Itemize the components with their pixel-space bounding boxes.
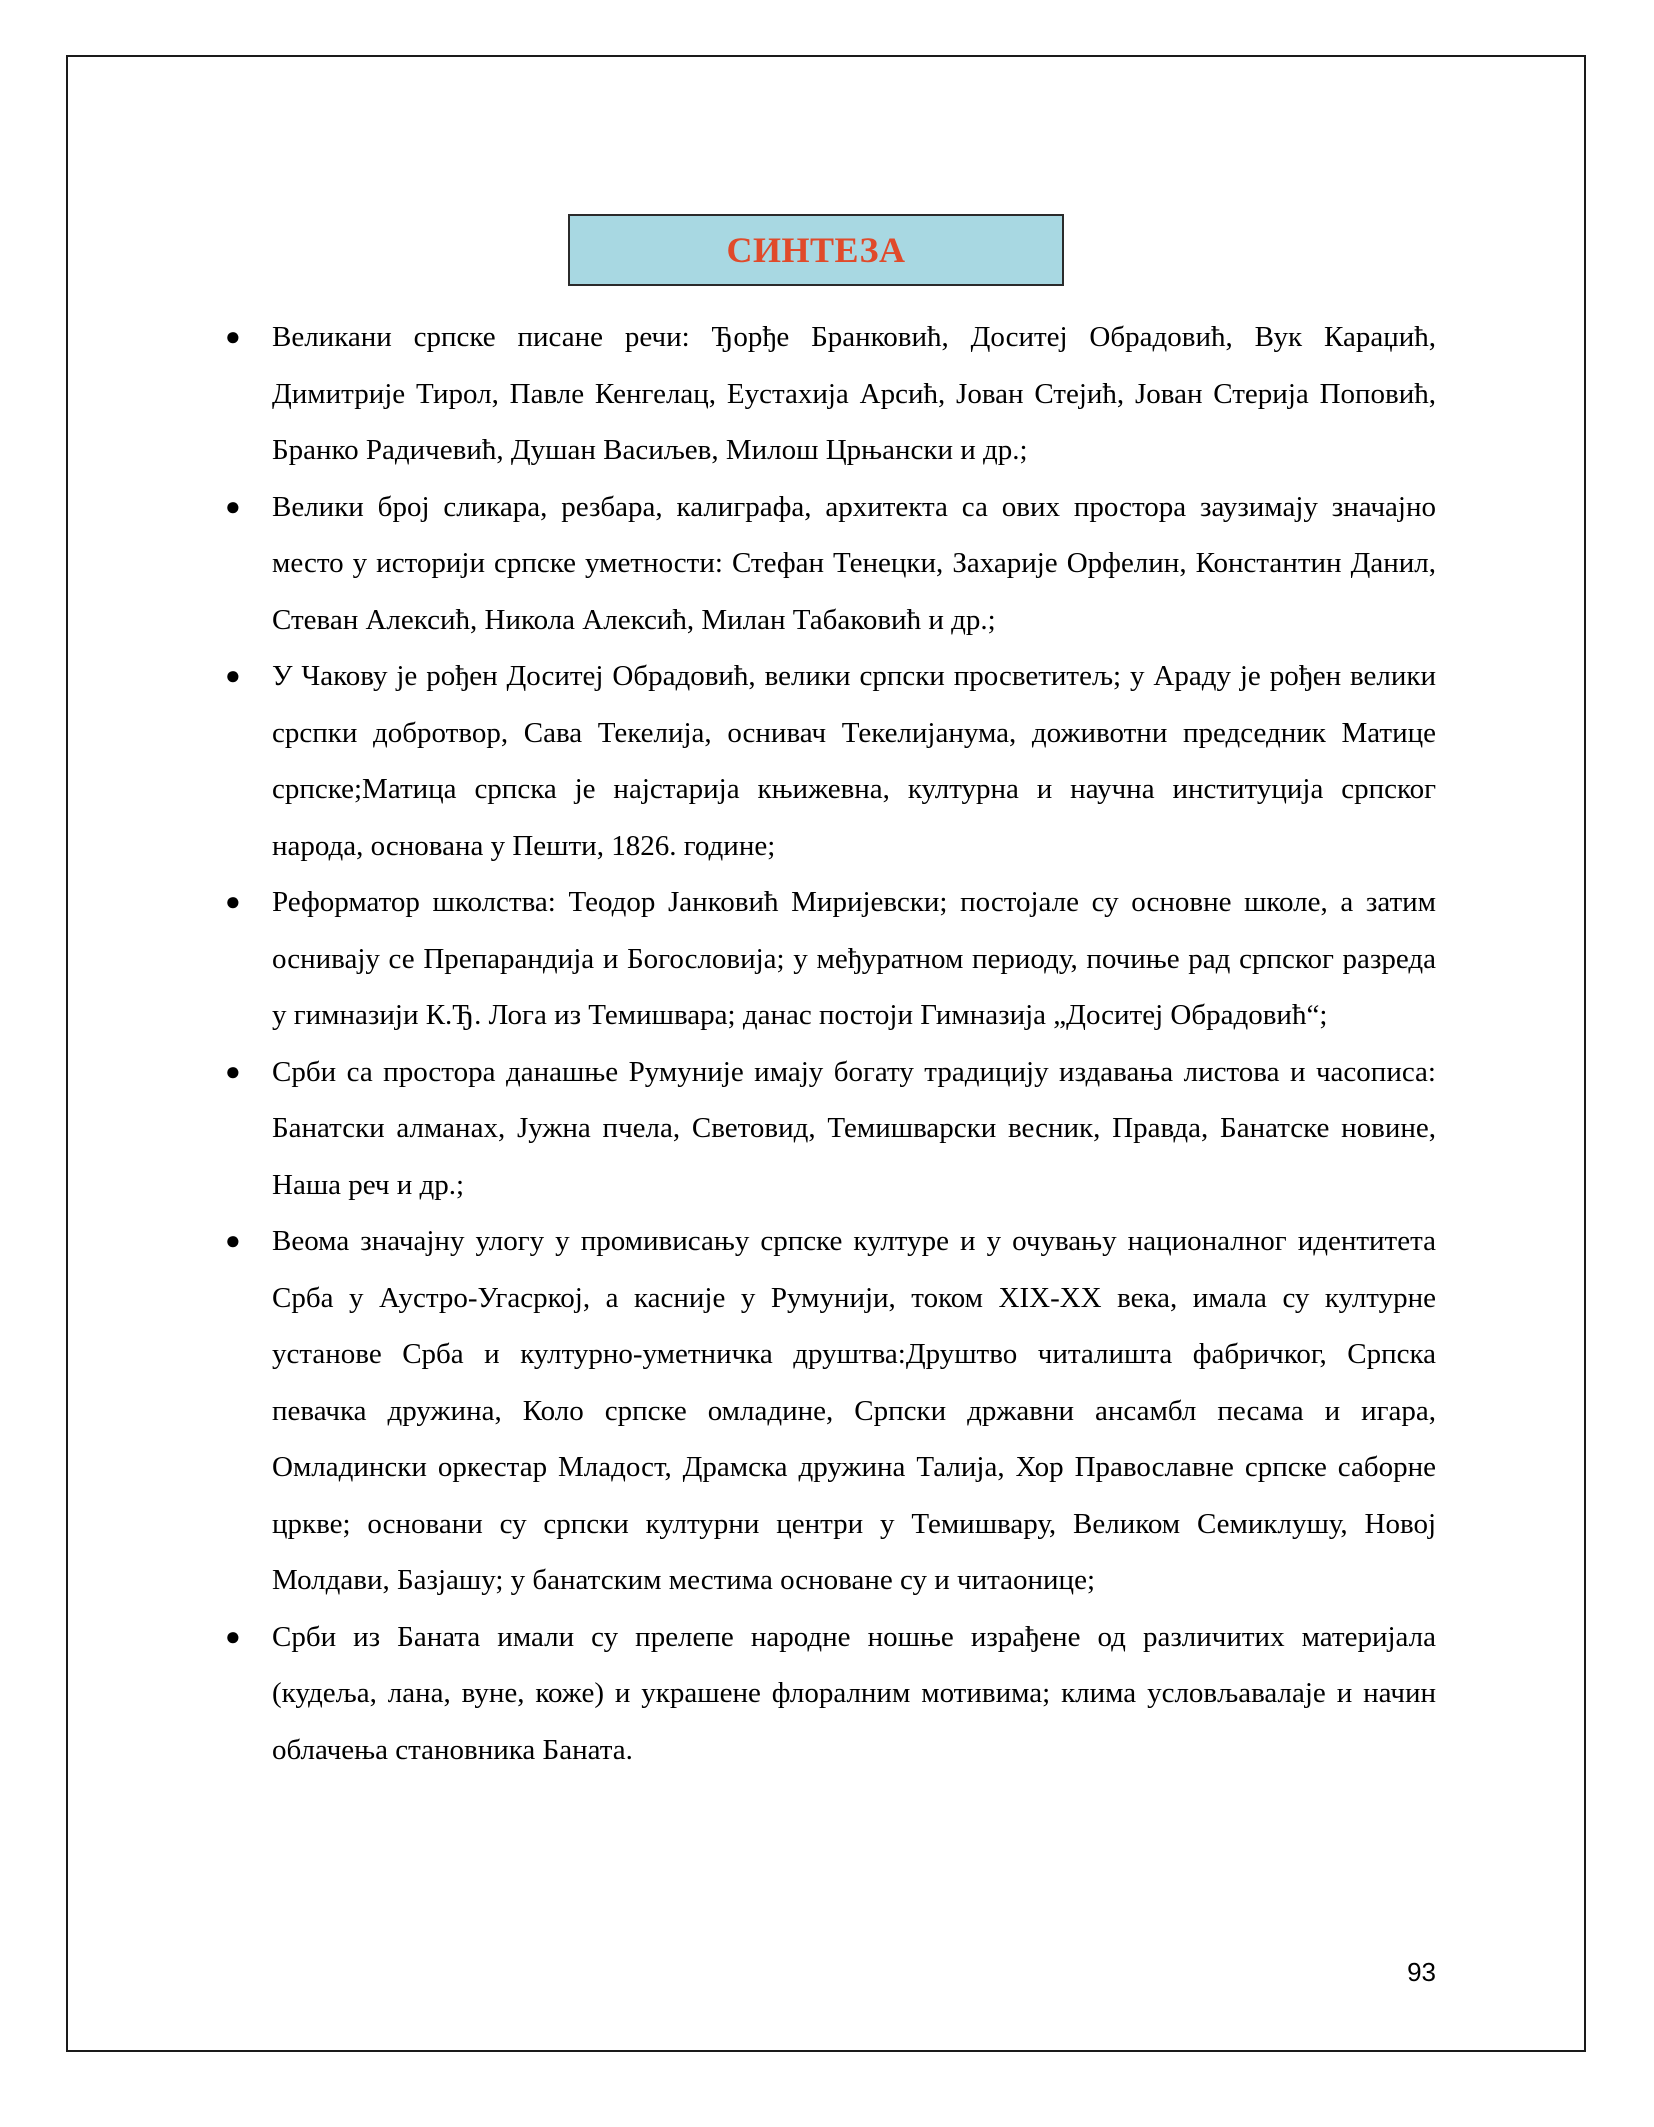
list-item-text: Реформатор школства: Теодор Јанковић Миријевски; постојале су основне школе, а затим оснивају се Препарандија и Богословија; у међуратном периоду, почиње рад српског разреда у гимназији К.Ђ. Лога из Темишвара; данас постоји Гимназија „Доситеј Обрадовић“;: [272, 886, 1436, 1031]
list-item-text: Великани српске писане речи: Ђорђе Бранковић, Доситеј Обрадовић, Вук Караџић, Димитрије Тирол, Павле Кенгелац, Еустахија Арсић, Јован Стејић, Јован Стерија Поповић, Бранко Радичевић, Душан Васиљев, Милош Црњански и др.;: [272, 321, 1436, 466]
list-item: [222, 648, 1436, 874]
section-title-box: [568, 214, 1064, 286]
list-item: [222, 1044, 1436, 1214]
list-item-text: Срби из Баната имали су прелепе народне ношње израђене од различитих материјала (кудеља, лана, вуне, коже) и украшене флоралним мотивима; клима условљавалаје и начин облачења становника Баната.: [272, 1620, 1436, 1766]
section-title: СИНТЕЗА: [726, 230, 906, 270]
list-item: [222, 1213, 1436, 1609]
bullet-icon: ●: [225, 322, 241, 351]
list-item-text: Велики број сликара, резбара, калиграфа, архитекта са ових простора заузимају значајно место у историји српске уметности: Стефан Тенецки, Захарије Орфелин, Константин Данил, Стеван Алексић, Никола Алексић, Милан Табаковић и др.;: [272, 490, 1436, 636]
list-item: [222, 479, 1436, 649]
list-item-text: Срби са простора данашње Румуније имају богату традицију издавања листова и часописа: Банатски алманах, Јужна пчела, Световид, Темишварски весник, Правда, Банатске новине, Наша реч и др.;: [272, 1055, 1436, 1201]
bullet-icon: ●: [225, 661, 241, 690]
list-item: [222, 1609, 1436, 1779]
list-item: [222, 309, 1436, 479]
bullet-icon: ●: [225, 491, 241, 521]
list-item-text: У Чакову је рођен Доситеј Обрадовић, велики српски просветитељ; у Араду је рођен велики срспки добротвор, Сава Текелија, оснивач Текелијанума, доживотни председник Матице српске;Матица српска је најстарија књижевна, културна и научна институција српског народа, основана у Пешти, 1826. године;: [272, 660, 1436, 862]
bullet-list: [222, 309, 1436, 1778]
bullet-icon: ●: [225, 1621, 241, 1651]
bullet-icon: ●: [225, 1056, 241, 1086]
list-item-text: Веома значајну улогу у промивисању српске културе и у очувању националног идентитета Срба у Аустро-Угасркој, а касније у Румунији, током XIX-XX века, имала су културне установе Срба и културно-уметничка друштва:Друштво читалишта фабричког, Српска певачка дружина, Коло српске омладине, Српски државни ансамбл песама и игара, Омладински оркестар Младост, Драмска дружина Талија, Хор Православне српске саборне цркве; основани су српски културни центри у Темишвару, Великом Семиклушу, Новој Молдави, Базјашу; у банатским местима основане су и читаонице;: [272, 1225, 1436, 1596]
page-number: 93: [1407, 1957, 1436, 1987]
bullet-icon: ●: [225, 887, 241, 916]
list-item: [222, 874, 1436, 1044]
bullet-icon: ●: [225, 1226, 241, 1255]
